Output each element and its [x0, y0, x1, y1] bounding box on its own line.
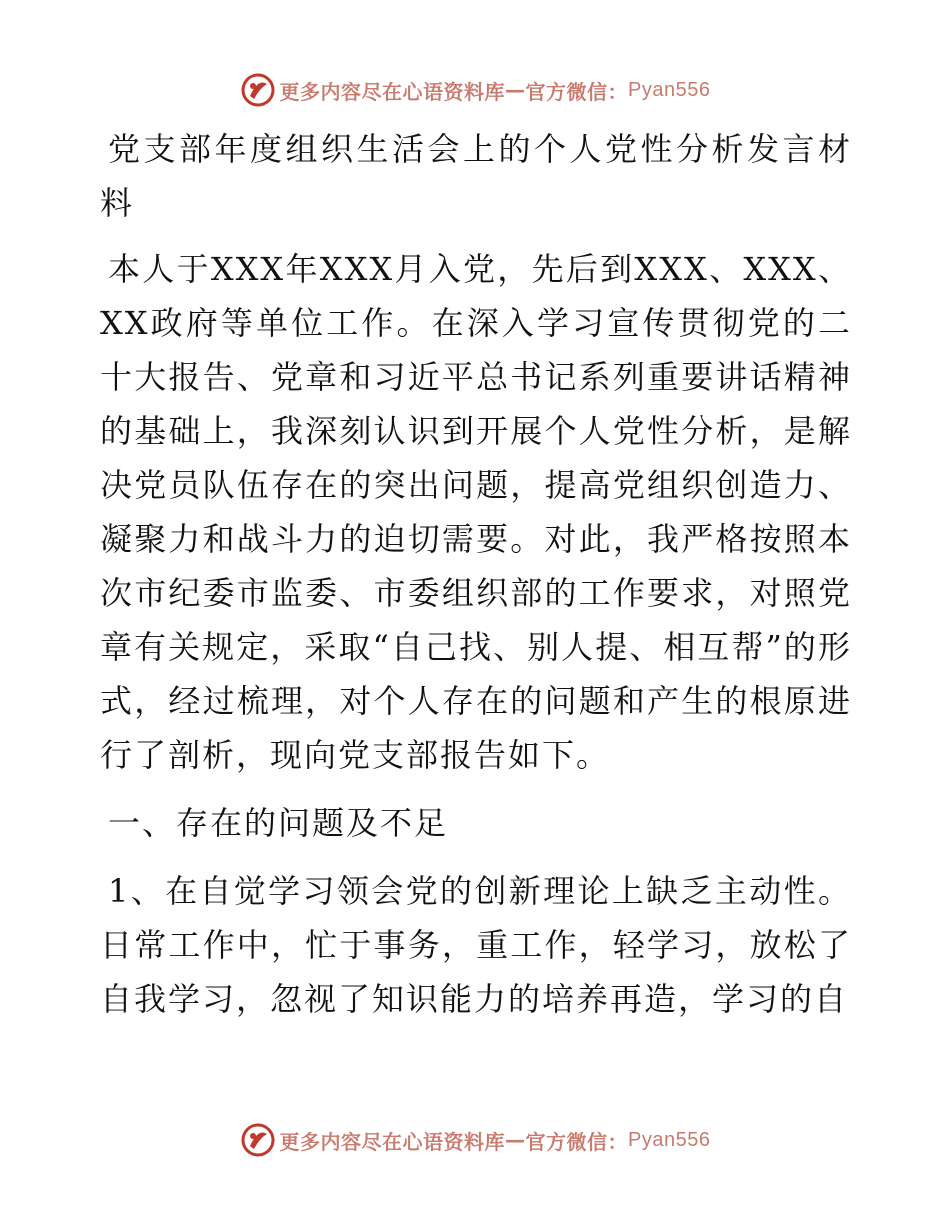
- intro-paragraph: 本人于XXX年XXX月入党，先后到XXX、XXX、XX政府等单位工作。在深入学习宣传贯彻党的二十大报告、党章和习近平总书记系列重要讲话精神的基础上，我深刻认识到开展个人党性分析，是解决党员队伍存在的突出问题，提高党组织创造力、凝聚力和战斗力的迫切需要。对此，我严格按照本次市纪委市监委、市委组织部的工作要求，对照党章有关规定，采取“自己找、别人提、相互帮”的形式，经过梳理，对个人存在的问题和产生的根原进行了剖析，现向党支部报告如下。: [100, 250, 852, 774]
- banner-separator: —: [505, 78, 526, 102]
- banner-official-label: 官方微信：: [525, 79, 629, 104]
- banner-separator: —: [505, 1128, 526, 1152]
- document-title: 党支部年度组织生活会上的个人党性分析发言材料: [100, 130, 852, 222]
- brand-logo-icon: [240, 1122, 276, 1158]
- item-1-paragraph: 1、在自觉学习领会党的创新理论上缺乏主动性。日常工作中，忙于事务，重工作，轻学习，放松了自我学习，忽视了知识能力的培养再造，学习的自: [100, 872, 852, 1018]
- section-heading: 一、存在的问题及不足: [108, 804, 449, 842]
- header-banner: [0, 70, 950, 110]
- footer-banner: [0, 1120, 950, 1160]
- banner-wechat-handle: Pyan556: [628, 78, 711, 101]
- document-body: [100, 122, 852, 1040]
- banner-wechat-handle: Pyan556: [628, 1128, 711, 1151]
- banner-brand-text: 更多内容尽在心语资料库: [279, 79, 506, 104]
- brand-logo-icon: [240, 72, 276, 108]
- banner-brand-text: 更多内容尽在心语资料库: [279, 1129, 506, 1154]
- banner-official-label: 官方微信：: [525, 1129, 629, 1154]
